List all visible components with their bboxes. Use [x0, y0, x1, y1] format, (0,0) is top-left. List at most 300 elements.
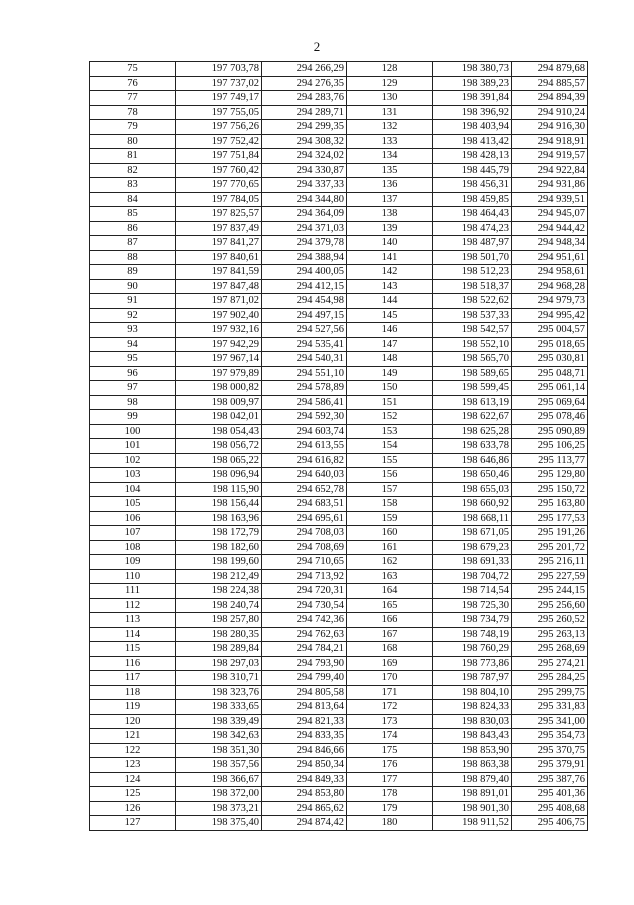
point-number-left: 76 [90, 76, 176, 91]
y-coordinate-left: 294 833,35 [262, 729, 347, 744]
point-number-right: 143 [347, 279, 433, 294]
y-coordinate-left: 294 400,05 [262, 265, 347, 280]
table-row [90, 221, 588, 236]
table-row [90, 410, 588, 425]
y-coordinate-left: 294 276,35 [262, 76, 347, 91]
y-coordinate-right: 295 018,65 [512, 337, 588, 352]
y-coordinate-left: 294 388,94 [262, 250, 347, 265]
coordinates-table-body [90, 62, 588, 831]
x-coordinate-right: 198 589,65 [433, 366, 512, 381]
point-number-right: 139 [347, 221, 433, 236]
table-row [90, 613, 588, 628]
y-coordinate-left: 294 821,33 [262, 714, 347, 729]
table-row [90, 700, 588, 715]
point-number-right: 162 [347, 555, 433, 570]
x-coordinate-left: 198 310,71 [176, 671, 262, 686]
x-coordinate-right: 198 413,42 [433, 134, 512, 149]
table-row [90, 323, 588, 338]
y-coordinate-right: 295 379,91 [512, 758, 588, 773]
x-coordinate-left: 198 351,30 [176, 743, 262, 758]
x-coordinate-left: 197 756,26 [176, 120, 262, 135]
table-row [90, 758, 588, 773]
y-coordinate-left: 294 762,63 [262, 627, 347, 642]
x-coordinate-right: 198 403,94 [433, 120, 512, 135]
x-coordinate-left: 197 837,49 [176, 221, 262, 236]
x-coordinate-left: 198 342,63 [176, 729, 262, 744]
x-coordinate-right: 198 522,62 [433, 294, 512, 309]
point-number-right: 178 [347, 787, 433, 802]
y-coordinate-left: 294 337,33 [262, 178, 347, 193]
point-number-left: 116 [90, 656, 176, 671]
point-number-right: 179 [347, 801, 433, 816]
table-row [90, 91, 588, 106]
y-coordinate-right: 295 406,75 [512, 816, 588, 831]
point-number-left: 125 [90, 787, 176, 802]
table-row [90, 627, 588, 642]
y-coordinate-right: 295 284,25 [512, 671, 588, 686]
x-coordinate-right: 198 396,92 [433, 105, 512, 120]
x-coordinate-right: 198 646,86 [433, 453, 512, 468]
x-coordinate-left: 197 770,65 [176, 178, 262, 193]
y-coordinate-left: 294 527,56 [262, 323, 347, 338]
y-coordinate-right: 294 879,68 [512, 62, 588, 77]
point-number-left: 75 [90, 62, 176, 77]
x-coordinate-left: 197 841,59 [176, 265, 262, 280]
point-number-right: 132 [347, 120, 433, 135]
x-coordinate-right: 198 391,84 [433, 91, 512, 106]
y-coordinate-right: 294 910,24 [512, 105, 588, 120]
point-number-right: 140 [347, 236, 433, 251]
x-coordinate-left: 198 289,84 [176, 642, 262, 657]
x-coordinate-right: 198 512,23 [433, 265, 512, 280]
point-number-right: 160 [347, 526, 433, 541]
x-coordinate-right: 198 487,97 [433, 236, 512, 251]
point-number-left: 100 [90, 424, 176, 439]
y-coordinate-left: 294 713,92 [262, 569, 347, 584]
x-coordinate-right: 198 843,43 [433, 729, 512, 744]
table-row [90, 134, 588, 149]
y-coordinate-right: 295 177,53 [512, 511, 588, 526]
x-coordinate-right: 198 542,57 [433, 323, 512, 338]
y-coordinate-right: 295 048,71 [512, 366, 588, 381]
x-coordinate-left: 198 366,67 [176, 772, 262, 787]
point-number-left: 118 [90, 685, 176, 700]
table-row [90, 279, 588, 294]
x-coordinate-left: 198 333,65 [176, 700, 262, 715]
y-coordinate-right: 294 968,28 [512, 279, 588, 294]
table-row [90, 120, 588, 135]
y-coordinate-left: 294 793,90 [262, 656, 347, 671]
x-coordinate-right: 198 671,05 [433, 526, 512, 541]
table-row [90, 163, 588, 178]
table-row [90, 685, 588, 700]
x-coordinate-right: 198 679,23 [433, 540, 512, 555]
x-coordinate-left: 198 042,01 [176, 410, 262, 425]
y-coordinate-right: 295 260,52 [512, 613, 588, 628]
table-row [90, 62, 588, 77]
y-coordinate-right: 294 944,42 [512, 221, 588, 236]
y-coordinate-left: 294 683,51 [262, 497, 347, 512]
y-coordinate-left: 294 853,80 [262, 787, 347, 802]
x-coordinate-right: 198 380,73 [433, 62, 512, 77]
point-number-left: 79 [90, 120, 176, 135]
point-number-right: 163 [347, 569, 433, 584]
point-number-left: 95 [90, 352, 176, 367]
x-coordinate-left: 198 199,60 [176, 555, 262, 570]
x-coordinate-left: 198 212,49 [176, 569, 262, 584]
point-number-right: 171 [347, 685, 433, 700]
x-coordinate-left: 197 841,27 [176, 236, 262, 251]
table-row [90, 105, 588, 120]
table-row [90, 540, 588, 555]
point-number-left: 85 [90, 207, 176, 222]
y-coordinate-left: 294 603,74 [262, 424, 347, 439]
point-number-right: 153 [347, 424, 433, 439]
point-number-left: 87 [90, 236, 176, 251]
y-coordinate-left: 294 708,69 [262, 540, 347, 555]
point-number-left: 86 [90, 221, 176, 236]
table-row [90, 468, 588, 483]
point-number-right: 164 [347, 584, 433, 599]
y-coordinate-left: 294 695,61 [262, 511, 347, 526]
table-row [90, 598, 588, 613]
x-coordinate-right: 198 456,31 [433, 178, 512, 193]
y-coordinate-right: 295 150,72 [512, 482, 588, 497]
coordinates-table [89, 61, 588, 831]
x-coordinate-right: 198 668,11 [433, 511, 512, 526]
x-coordinate-right: 198 565,70 [433, 352, 512, 367]
y-coordinate-left: 294 371,03 [262, 221, 347, 236]
x-coordinate-left: 197 942,29 [176, 337, 262, 352]
point-number-left: 80 [90, 134, 176, 149]
y-coordinate-right: 295 244,15 [512, 584, 588, 599]
y-coordinate-left: 294 616,82 [262, 453, 347, 468]
y-coordinate-left: 294 805,58 [262, 685, 347, 700]
x-coordinate-left: 197 755,05 [176, 105, 262, 120]
x-coordinate-right: 198 650,46 [433, 468, 512, 483]
x-coordinate-left: 197 840,61 [176, 250, 262, 265]
point-number-left: 98 [90, 395, 176, 410]
x-coordinate-right: 198 389,23 [433, 76, 512, 91]
y-coordinate-right: 295 004,57 [512, 323, 588, 338]
point-number-left: 92 [90, 308, 176, 323]
x-coordinate-right: 198 633,78 [433, 439, 512, 454]
x-coordinate-left: 197 967,14 [176, 352, 262, 367]
point-number-left: 121 [90, 729, 176, 744]
table-row [90, 352, 588, 367]
y-coordinate-left: 294 551,10 [262, 366, 347, 381]
x-coordinate-right: 198 804,10 [433, 685, 512, 700]
point-number-left: 110 [90, 569, 176, 584]
x-coordinate-right: 198 714,54 [433, 584, 512, 599]
point-number-right: 157 [347, 482, 433, 497]
table-row [90, 511, 588, 526]
x-coordinate-left: 198 054,43 [176, 424, 262, 439]
table-row [90, 787, 588, 802]
y-coordinate-right: 294 894,39 [512, 91, 588, 106]
y-coordinate-left: 294 710,65 [262, 555, 347, 570]
y-coordinate-right: 295 256,60 [512, 598, 588, 613]
point-number-right: 149 [347, 366, 433, 381]
x-coordinate-right: 198 824,33 [433, 700, 512, 715]
point-number-left: 119 [90, 700, 176, 715]
point-number-right: 158 [347, 497, 433, 512]
y-coordinate-right: 295 061,14 [512, 381, 588, 396]
table-row [90, 149, 588, 164]
y-coordinate-right: 294 939,51 [512, 192, 588, 207]
y-coordinate-right: 295 113,77 [512, 453, 588, 468]
y-coordinate-right: 294 919,57 [512, 149, 588, 164]
table-row [90, 497, 588, 512]
point-number-left: 91 [90, 294, 176, 309]
table-row [90, 569, 588, 584]
point-number-left: 97 [90, 381, 176, 396]
y-coordinate-left: 294 540,31 [262, 352, 347, 367]
table-row [90, 424, 588, 439]
point-number-right: 131 [347, 105, 433, 120]
y-coordinate-right: 294 951,61 [512, 250, 588, 265]
x-coordinate-right: 198 734,79 [433, 613, 512, 628]
x-coordinate-right: 198 725,30 [433, 598, 512, 613]
x-coordinate-right: 198 474,23 [433, 221, 512, 236]
y-coordinate-left: 294 652,78 [262, 482, 347, 497]
x-coordinate-right: 198 625,28 [433, 424, 512, 439]
table-row [90, 816, 588, 831]
x-coordinate-left: 198 357,56 [176, 758, 262, 773]
y-coordinate-left: 294 720,31 [262, 584, 347, 599]
x-coordinate-right: 198 660,92 [433, 497, 512, 512]
table-row [90, 482, 588, 497]
y-coordinate-left: 294 742,36 [262, 613, 347, 628]
x-coordinate-right: 198 853,90 [433, 743, 512, 758]
y-coordinate-left: 294 266,29 [262, 62, 347, 77]
point-number-left: 106 [90, 511, 176, 526]
point-number-right: 180 [347, 816, 433, 831]
y-coordinate-right: 295 274,21 [512, 656, 588, 671]
point-number-right: 167 [347, 627, 433, 642]
x-coordinate-left: 198 339,49 [176, 714, 262, 729]
table-row [90, 584, 588, 599]
point-number-left: 81 [90, 149, 176, 164]
point-number-left: 101 [90, 439, 176, 454]
point-number-right: 161 [347, 540, 433, 555]
table-row [90, 772, 588, 787]
point-number-right: 142 [347, 265, 433, 280]
x-coordinate-right: 198 773,86 [433, 656, 512, 671]
x-coordinate-left: 197 737,02 [176, 76, 262, 91]
point-number-left: 89 [90, 265, 176, 280]
table-row [90, 294, 588, 309]
y-coordinate-left: 294 708,03 [262, 526, 347, 541]
point-number-right: 130 [347, 91, 433, 106]
x-coordinate-left: 197 847,48 [176, 279, 262, 294]
point-number-right: 146 [347, 323, 433, 338]
point-number-left: 103 [90, 468, 176, 483]
point-number-left: 90 [90, 279, 176, 294]
point-number-right: 133 [347, 134, 433, 149]
y-coordinate-left: 294 578,89 [262, 381, 347, 396]
x-coordinate-left: 197 932,16 [176, 323, 262, 338]
point-number-right: 169 [347, 656, 433, 671]
y-coordinate-right: 295 129,80 [512, 468, 588, 483]
point-number-left: 124 [90, 772, 176, 787]
x-coordinate-left: 197 749,17 [176, 91, 262, 106]
x-coordinate-right: 198 599,45 [433, 381, 512, 396]
y-coordinate-right: 294 945,07 [512, 207, 588, 222]
table-row [90, 671, 588, 686]
table-row [90, 439, 588, 454]
point-number-right: 134 [347, 149, 433, 164]
table-row [90, 743, 588, 758]
y-coordinate-right: 295 299,75 [512, 685, 588, 700]
y-coordinate-right: 294 948,34 [512, 236, 588, 251]
point-number-right: 128 [347, 62, 433, 77]
point-number-left: 93 [90, 323, 176, 338]
x-coordinate-right: 198 537,33 [433, 308, 512, 323]
point-number-right: 129 [347, 76, 433, 91]
x-coordinate-right: 198 518,37 [433, 279, 512, 294]
table-row [90, 395, 588, 410]
point-number-right: 155 [347, 453, 433, 468]
y-coordinate-right: 295 354,73 [512, 729, 588, 744]
y-coordinate-right: 295 090,89 [512, 424, 588, 439]
point-number-right: 159 [347, 511, 433, 526]
x-coordinate-right: 198 613,19 [433, 395, 512, 410]
x-coordinate-left: 198 163,96 [176, 511, 262, 526]
point-number-right: 150 [347, 381, 433, 396]
point-number-left: 99 [90, 410, 176, 425]
x-coordinate-left: 197 784,05 [176, 192, 262, 207]
y-coordinate-left: 294 454,98 [262, 294, 347, 309]
x-coordinate-right: 198 891,01 [433, 787, 512, 802]
table-row [90, 801, 588, 816]
x-coordinate-left: 198 373,21 [176, 801, 262, 816]
point-number-right: 135 [347, 163, 433, 178]
x-coordinate-left: 198 257,80 [176, 613, 262, 628]
table-row [90, 714, 588, 729]
x-coordinate-left: 197 871,02 [176, 294, 262, 309]
point-number-right: 137 [347, 192, 433, 207]
x-coordinate-left: 198 224,38 [176, 584, 262, 599]
y-coordinate-left: 294 379,78 [262, 236, 347, 251]
point-number-right: 173 [347, 714, 433, 729]
x-coordinate-right: 198 445,79 [433, 163, 512, 178]
y-coordinate-right: 294 885,57 [512, 76, 588, 91]
point-number-right: 136 [347, 178, 433, 193]
y-coordinate-left: 294 865,62 [262, 801, 347, 816]
y-coordinate-right: 295 263,13 [512, 627, 588, 642]
point-number-left: 123 [90, 758, 176, 773]
x-coordinate-right: 198 863,38 [433, 758, 512, 773]
y-coordinate-right: 295 268,69 [512, 642, 588, 657]
y-coordinate-left: 294 299,35 [262, 120, 347, 135]
y-coordinate-left: 294 324,02 [262, 149, 347, 164]
y-coordinate-left: 294 799,40 [262, 671, 347, 686]
point-number-right: 175 [347, 743, 433, 758]
y-coordinate-left: 294 874,42 [262, 816, 347, 831]
point-number-left: 126 [90, 801, 176, 816]
y-coordinate-left: 294 289,71 [262, 105, 347, 120]
y-coordinate-left: 294 613,55 [262, 439, 347, 454]
x-coordinate-left: 198 156,44 [176, 497, 262, 512]
y-coordinate-left: 294 308,32 [262, 134, 347, 149]
x-coordinate-right: 198 901,30 [433, 801, 512, 816]
y-coordinate-right: 295 201,72 [512, 540, 588, 555]
y-coordinate-right: 294 922,84 [512, 163, 588, 178]
table-row [90, 192, 588, 207]
table-row [90, 178, 588, 193]
point-number-right: 154 [347, 439, 433, 454]
point-number-left: 109 [90, 555, 176, 570]
x-coordinate-left: 198 000,82 [176, 381, 262, 396]
point-number-left: 117 [90, 671, 176, 686]
table-row [90, 526, 588, 541]
y-coordinate-left: 294 850,34 [262, 758, 347, 773]
x-coordinate-left: 198 115,90 [176, 482, 262, 497]
table-row [90, 265, 588, 280]
table-row [90, 729, 588, 744]
y-coordinate-left: 294 813,64 [262, 700, 347, 715]
point-number-right: 166 [347, 613, 433, 628]
x-coordinate-left: 198 009,97 [176, 395, 262, 410]
table-row [90, 250, 588, 265]
x-coordinate-right: 198 787,97 [433, 671, 512, 686]
point-number-left: 111 [90, 584, 176, 599]
point-number-left: 96 [90, 366, 176, 381]
point-number-left: 107 [90, 526, 176, 541]
point-number-left: 114 [90, 627, 176, 642]
table-row [90, 76, 588, 91]
x-coordinate-left: 198 172,79 [176, 526, 262, 541]
y-coordinate-left: 294 364,09 [262, 207, 347, 222]
y-coordinate-left: 294 640,03 [262, 468, 347, 483]
y-coordinate-left: 294 846,66 [262, 743, 347, 758]
point-number-left: 112 [90, 598, 176, 613]
point-number-left: 122 [90, 743, 176, 758]
x-coordinate-left: 197 902,40 [176, 308, 262, 323]
point-number-right: 148 [347, 352, 433, 367]
point-number-left: 120 [90, 714, 176, 729]
point-number-left: 102 [90, 453, 176, 468]
y-coordinate-right: 295 216,11 [512, 555, 588, 570]
y-coordinate-right: 295 408,68 [512, 801, 588, 816]
point-number-left: 77 [90, 91, 176, 106]
x-coordinate-left: 197 979,89 [176, 366, 262, 381]
x-coordinate-right: 198 464,43 [433, 207, 512, 222]
y-coordinate-right: 295 331,83 [512, 700, 588, 715]
x-coordinate-right: 198 748,19 [433, 627, 512, 642]
y-coordinate-left: 294 283,76 [262, 91, 347, 106]
y-coordinate-right: 295 069,64 [512, 395, 588, 410]
y-coordinate-right: 295 227,59 [512, 569, 588, 584]
x-coordinate-right: 198 911,52 [433, 816, 512, 831]
y-coordinate-left: 294 497,15 [262, 308, 347, 323]
y-coordinate-right: 295 401,36 [512, 787, 588, 802]
y-coordinate-right: 295 163,80 [512, 497, 588, 512]
point-number-left: 104 [90, 482, 176, 497]
x-coordinate-left: 198 240,74 [176, 598, 262, 613]
point-number-left: 127 [90, 816, 176, 831]
table-row [90, 207, 588, 222]
point-number-left: 105 [90, 497, 176, 512]
table-row [90, 453, 588, 468]
table-row [90, 337, 588, 352]
page-number: 2 [313, 39, 321, 54]
y-coordinate-right: 294 918,91 [512, 134, 588, 149]
x-coordinate-left: 197 703,78 [176, 62, 262, 77]
y-coordinate-left: 294 412,15 [262, 279, 347, 294]
point-number-left: 113 [90, 613, 176, 628]
